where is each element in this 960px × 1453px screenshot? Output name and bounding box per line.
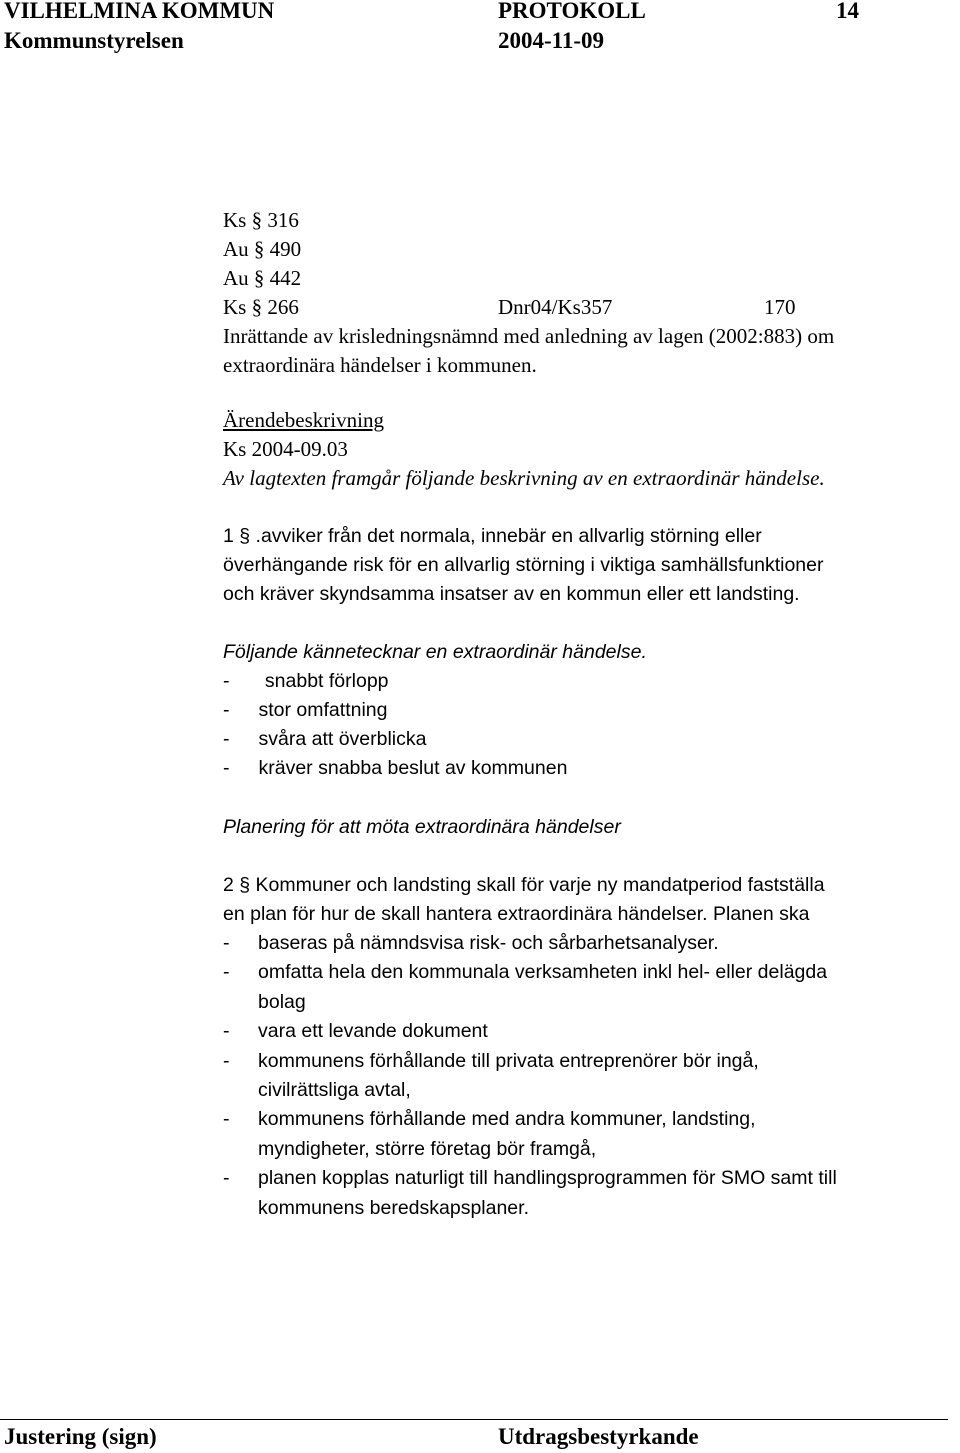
definition-line-2: överhängande risk för en allvarlig störning i viktiga samhällsfunktioner	[223, 554, 824, 576]
plan-item-text: baseras på nämndsvisa risk- och sårbarhetsanalyser.	[258, 932, 719, 954]
paragraph-2-line-1: 2 § Kommuner och landsting skall för varje ny mandatperiod fastställa	[223, 874, 825, 896]
dash: -	[223, 1167, 230, 1190]
footer-signature-label: Justering (sign)	[4, 1424, 157, 1449]
definition-line-3: och kräver skyndsamma insatser av en kommun eller ett landsting.	[223, 583, 800, 605]
page-number: 14	[836, 0, 859, 23]
plan-item-text: kommunens beredskapsplaner.	[258, 1196, 529, 1219]
dash: -	[223, 1020, 230, 1043]
title-line-1: Inrättande av krisledningsnämnd med anledning av lagen (2002:883) om	[223, 324, 835, 348]
municipality-name: VILHELMINA KOMMUN	[4, 0, 275, 23]
plan-item-text: planen kopplas naturligt till handlingsprogrammen för SMO samt till	[258, 1167, 837, 1190]
characteristic-item	[223, 696, 387, 725]
plan-item-text: bolag	[258, 990, 306, 1013]
diary-number: Dnr04/Ks357	[498, 295, 613, 319]
dash: -	[223, 961, 230, 984]
meeting-date: 2004-11-09	[498, 28, 605, 53]
characteristic-item	[223, 754, 567, 783]
case-number: 170	[764, 295, 796, 319]
reference-ks-266: Ks § 266	[223, 295, 299, 319]
plan-item	[223, 929, 837, 958]
board-name: Kommunstyrelsen	[4, 28, 184, 53]
definition-line-1: 1 § .avviker från det normala, innebär en allvarlig störning eller	[223, 525, 762, 547]
ks-reference: Ks 2004-09.03	[223, 437, 348, 461]
dash: -	[223, 757, 230, 779]
intro-text: Av lagtexten framgår följande beskrivning av en extraordinär händelse.	[223, 466, 825, 490]
footer-certification-label: Utdragsbestyrkande	[498, 1424, 699, 1449]
plan-item-text: myndigheter, större företag bör framgå,	[258, 1137, 597, 1160]
characteristic-item	[223, 725, 427, 754]
characteristic-text: snabbt förlopp	[259, 670, 389, 692]
reference-au-442: Au § 442	[223, 266, 302, 290]
dash: -	[223, 1049, 230, 1072]
plan-item-text: vara ett levande dokument	[258, 1020, 488, 1043]
plan-item-text: kommunens förhållande till privata entreprenörer bör ingå,	[258, 1049, 759, 1072]
dash: -	[223, 699, 230, 721]
plan-item	[223, 1047, 837, 1076]
plan-item-continuation	[223, 1194, 837, 1223]
paragraph-2-line-2: en plan för hur de skall hantera extraordinära händelser. Planen ska	[223, 903, 810, 925]
characteristic-text: stor omfattning	[258, 699, 388, 721]
plan-list	[223, 929, 837, 1223]
title-line-2: extraordinära händelser i kommunen.	[223, 353, 537, 377]
characteristic-text: svåra att överblicka	[258, 728, 427, 750]
characteristic-text: kräver snabba beslut av kommunen	[258, 757, 568, 779]
plan-item	[223, 958, 837, 987]
dash: -	[223, 670, 230, 692]
dash: -	[223, 1108, 230, 1131]
plan-item-continuation	[223, 1135, 837, 1164]
plan-item-continuation	[223, 1076, 837, 1105]
plan-item-text: omfatta hela den kommunala verksamheten inkl hel- eller delägda	[258, 961, 828, 984]
plan-item	[223, 1105, 837, 1134]
dash: -	[223, 932, 230, 954]
dash: -	[223, 728, 230, 750]
reference-au-490: Au § 490	[223, 237, 302, 261]
planning-heading: Planering för att möta extraordinära händelser	[223, 816, 621, 838]
footer-divider	[0, 1419, 948, 1420]
plan-item-text: civilrättsliga avtal,	[258, 1078, 411, 1101]
plan-item-continuation	[223, 988, 837, 1017]
document-type: PROTOKOLL	[498, 0, 646, 23]
plan-item-text: kommunens förhållande med andra kommuner, landsting,	[258, 1108, 756, 1131]
characteristics-heading: Följande kännetecknar en extraordinär händelse.	[223, 641, 647, 663]
characteristic-item	[223, 667, 389, 696]
plan-item	[223, 1164, 837, 1193]
section-heading: Ärendebeskrivning	[223, 408, 384, 432]
plan-item	[223, 1017, 837, 1046]
reference-ks-316: Ks § 316	[223, 208, 299, 232]
